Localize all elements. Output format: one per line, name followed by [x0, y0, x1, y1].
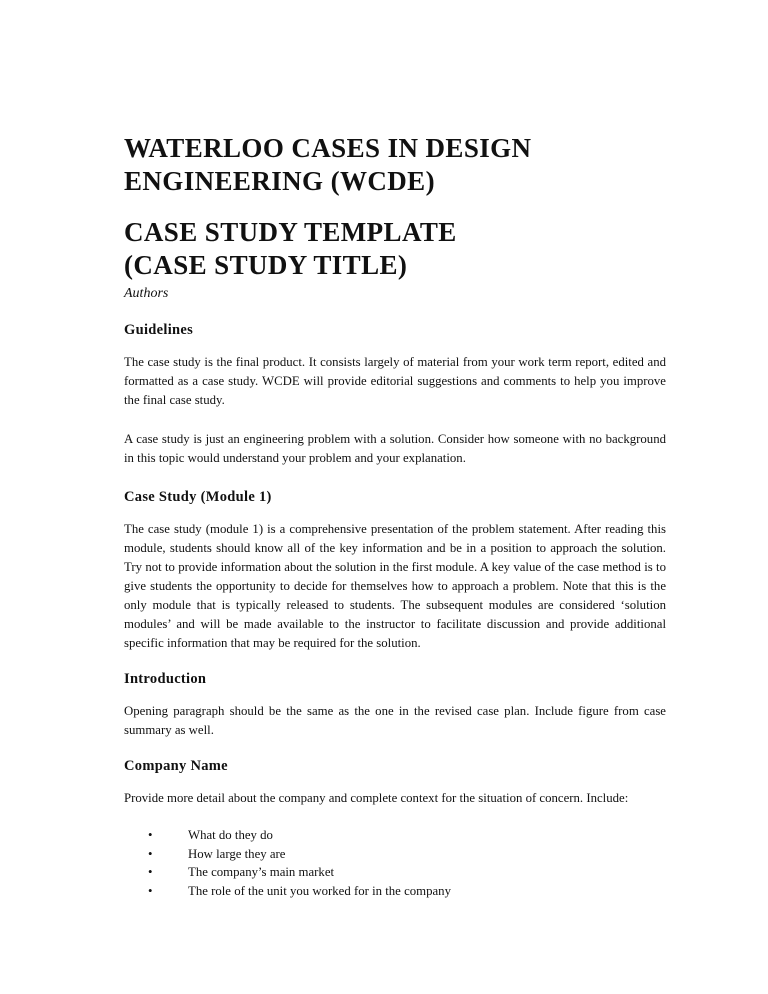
list-item-text: The company’s main market	[188, 865, 335, 879]
list-item-text: The role of the unit you worked for in the company	[188, 883, 451, 898]
list-item	[148, 882, 666, 901]
case-title-line-2: (CASE STUDY TITLE)	[124, 250, 408, 280]
list-item-text: What do they do	[188, 828, 273, 842]
authors: Authors	[124, 286, 169, 301]
case-study-title	[124, 216, 666, 282]
case-title-line-1: CASE STUDY TEMPLATE	[124, 217, 457, 247]
introduction-paragraph: Opening paragraph should be the same as the one in the revised case plan. Include figure from case summary as well.	[124, 704, 666, 737]
heading-guidelines: Guidelines	[124, 322, 194, 338]
heading-introduction: Introduction	[124, 671, 207, 687]
guidelines-paragraph-2: A case study is just an engineering problem with a solution. Consider how someone with no background in this topic would understand your problem and your explanation.	[124, 432, 666, 465]
list-item	[148, 826, 666, 845]
main-title	[124, 132, 666, 198]
company-paragraph: Provide more detail about the company and complete context for the situation of concern. Include:	[124, 791, 629, 805]
heading-case-study-module-1: Case Study (Module 1)	[124, 489, 272, 505]
document-content	[124, 132, 666, 900]
bullet-icon: •	[148, 828, 153, 842]
main-title-line-1: WATERLOO CASES IN DESIGN	[124, 133, 532, 163]
bullet-icon: •	[148, 883, 153, 898]
main-title-line-2: ENGINEERING (WCDE)	[124, 166, 435, 196]
module1-paragraph: The case study (module 1) is a comprehensive presentation of the problem statement. After reading this module, students should know all of the key information and be in a position to approach the solution. Try not to provide information about the solution in the first module. A key value of the case method is to give students the opportunity to decide for themselves how to approach a problem. Note that this is the only module that is typically released to students. The subsequent modules are considered ‘solution modules’ and will be made available to the instructor to facilitate discussion and provide additional specific information that may be required for the solution.	[124, 522, 666, 650]
list-item	[148, 863, 666, 882]
heading-company-name: Company Name	[124, 758, 228, 774]
bullet-icon: •	[148, 846, 153, 861]
company-bullet-list	[148, 826, 666, 900]
list-item	[148, 845, 666, 864]
list-item-text: How large they are	[188, 846, 286, 861]
guidelines-paragraph-1: The case study is the final product. It consists largely of material from your work term report, edited and formatted as a case study. WCDE will provide editorial suggestions and comments to help you improve the final case study.	[124, 355, 666, 407]
bullet-icon: •	[148, 865, 153, 879]
